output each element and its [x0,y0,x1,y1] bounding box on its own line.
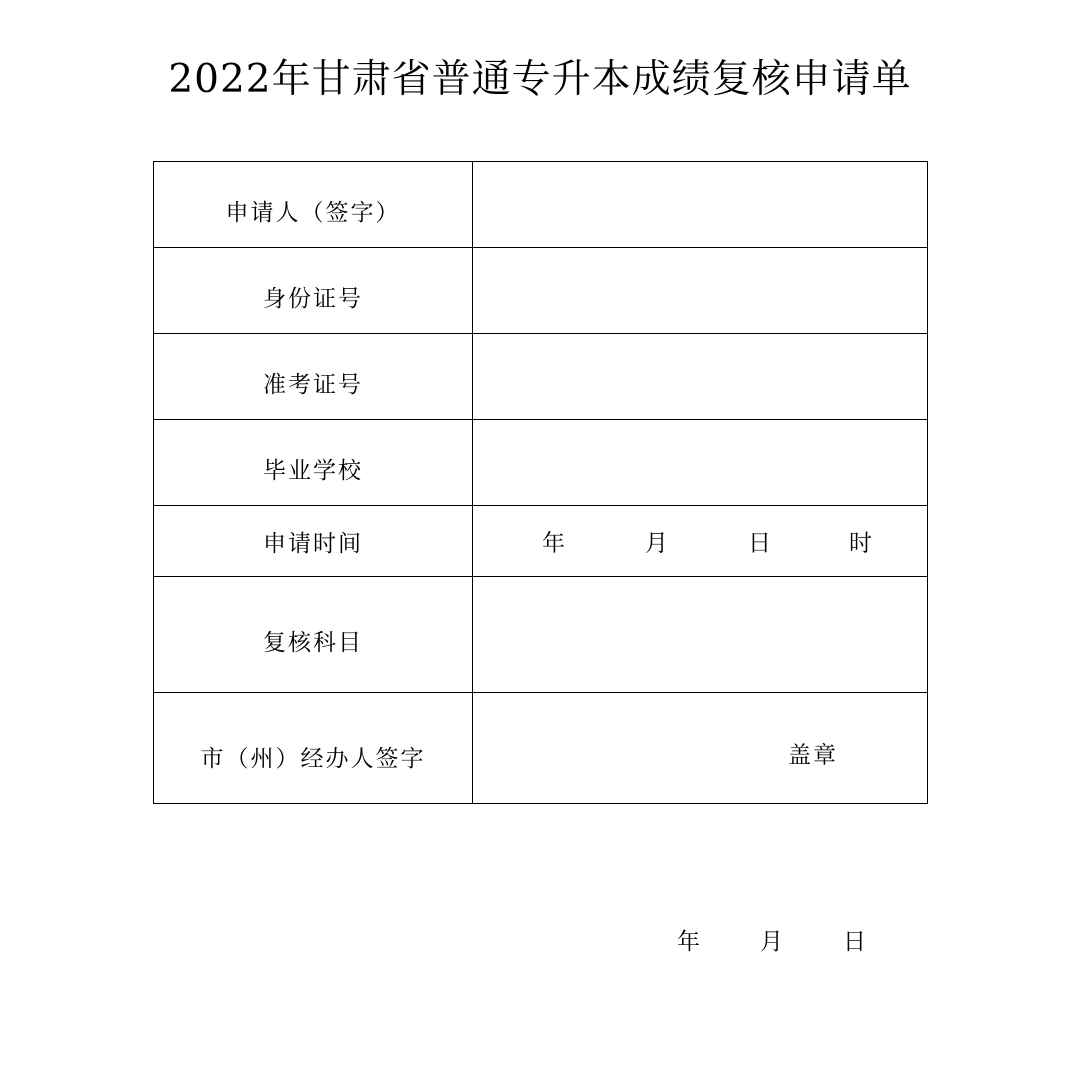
applicant-signature-field[interactable] [473,162,928,248]
seal-label: 盖章 [788,742,838,769]
officer-signature-label: 市（州）经办人签字 [200,745,426,772]
application-time-field[interactable] [473,506,928,577]
page-title: 2022年甘肃省普通专升本成绩复核申请单 [168,57,912,102]
time-unit-hour: 时 [849,530,872,557]
officer-signature-field[interactable] [473,693,928,804]
table-row [154,506,928,577]
officer-signature-label-cell [154,693,473,804]
review-subject-label-cell [154,577,473,693]
application-time-label-cell [154,506,473,577]
graduate-school-label: 毕业学校 [263,458,363,484]
graduate-school-label-cell [154,420,473,506]
admission-ticket-label: 准考证号 [263,372,363,398]
id-number-label: 身份证号 [263,286,363,312]
time-unit-year: 年 [542,530,565,557]
table-row [154,420,928,506]
application-time-label: 申请时间 [263,530,363,557]
footer-date-year: 年 [677,929,700,955]
admission-ticket-label-cell [154,334,473,420]
review-subject-label: 复核科目 [263,630,363,656]
applicant-signature-label-cell [154,162,473,248]
admission-ticket-field[interactable] [473,334,928,420]
application-form-table [153,161,928,804]
id-number-label-cell [154,248,473,334]
table-row [154,693,928,804]
graduate-school-field[interactable] [473,420,928,506]
time-unit-month: 月 [645,530,668,557]
time-unit-day: 日 [748,530,771,557]
table-row [154,577,928,693]
id-number-field[interactable] [473,248,928,334]
table-row [154,334,928,420]
applicant-signature-label: 申请人（签字） [225,200,401,226]
footer-date-day: 日 [843,929,866,955]
table-row [154,162,928,248]
table-row [154,248,928,334]
footer-date-month: 月 [760,929,783,955]
review-subject-field[interactable] [473,577,928,693]
